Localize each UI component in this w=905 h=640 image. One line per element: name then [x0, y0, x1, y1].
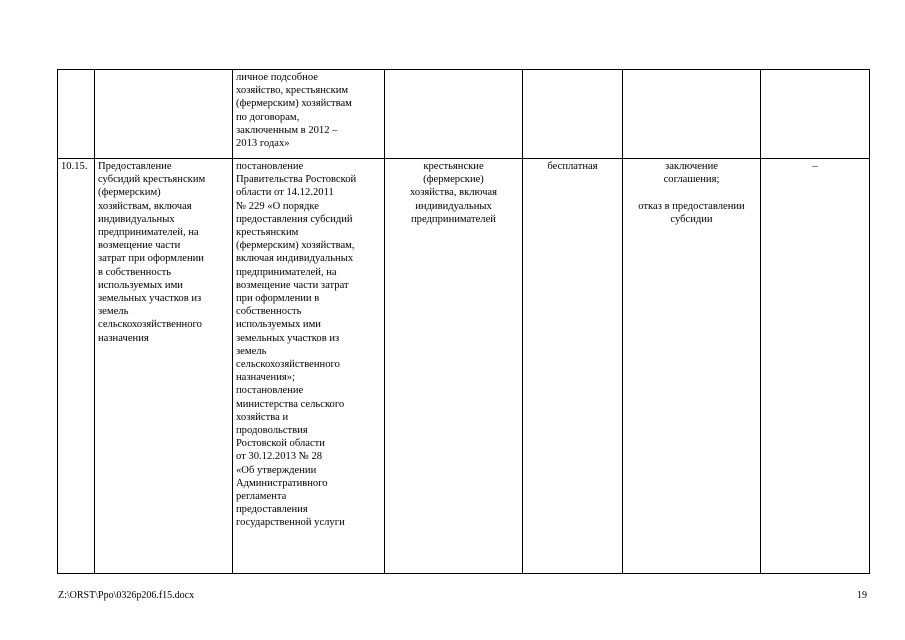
name-line: затрат при оформлении — [98, 253, 204, 265]
row1-payment-cell — [523, 70, 623, 159]
basis-line: министерства сельского — [236, 398, 345, 410]
name-line: используемых ими — [98, 279, 183, 291]
name-line: предпринимателей, на — [98, 227, 199, 239]
name-line: возмещение части — [98, 240, 181, 252]
basis-line: земельных участков из — [236, 332, 340, 344]
basis-line: возмещение части затрат — [236, 279, 349, 291]
recipients-line: предпринимателей — [411, 213, 496, 225]
basis-line: заключенным в 2012 – — [236, 124, 338, 136]
basis-line: хозяйства и — [236, 411, 289, 423]
name-line: назначения — [98, 332, 149, 344]
recipients-line: (фермерские) — [423, 174, 484, 186]
row1-name-cell — [95, 70, 233, 159]
name-line: земельных участков из — [98, 293, 202, 305]
result-line: отказ в предоставлении — [638, 200, 745, 212]
basis-line: регламента — [236, 491, 287, 503]
result-spacer — [626, 186, 757, 199]
table-row — [58, 70, 870, 159]
row1-last-cell — [761, 70, 870, 159]
basis-line: от 30.12.2013 № 28 — [236, 451, 323, 463]
basis-line: используемых ими — [236, 319, 321, 331]
basis-line: хозяйство, крестьянским — [236, 85, 349, 97]
recipients-cell — [385, 159, 523, 574]
service-number: 10.15. — [58, 159, 95, 574]
basis-line: при оформлении в — [236, 293, 320, 305]
basis-line: № 229 «О порядке — [236, 200, 320, 212]
footer-page-number: 19 — [857, 590, 867, 601]
basis-line: предпринимателей, на — [236, 266, 337, 278]
basis-line: назначения»; — [236, 372, 295, 384]
service-name-cell — [95, 159, 233, 574]
basis-line: предоставления субсидий — [236, 213, 353, 225]
payment-cell: бесплатная — [523, 159, 623, 574]
basis-line: крестьянским — [236, 227, 299, 239]
footer-file-path: Z:\ORST\Ppo\0326p206.f15.docx — [58, 590, 195, 601]
row1-result-cell — [623, 70, 761, 159]
basis-line: предоставления — [236, 504, 308, 516]
result-cell — [623, 159, 761, 574]
basis-line: земель — [236, 345, 267, 357]
basis-line: (фермерским) хозяйствам, — [236, 240, 355, 252]
legal-basis-cell — [233, 159, 385, 574]
recipients-line: индивидуальных — [415, 200, 492, 212]
basis-line: личное подсобное — [236, 72, 318, 83]
name-line: хозяйствам, включая — [98, 200, 192, 212]
name-line: субсидий крестьянским — [98, 174, 206, 186]
basis-line: области от 14.12.2011 — [236, 187, 334, 199]
basis-line: продовольствия — [236, 425, 308, 437]
basis-line: собственность — [236, 306, 302, 318]
name-line: (фермерским) — [98, 187, 161, 199]
basis-line: государственной услуги — [236, 517, 345, 529]
basis-line: сельскохозяйственного — [236, 359, 340, 371]
basis-line: Ростовской области — [236, 438, 325, 450]
basis-line: постановление — [236, 385, 304, 397]
last-column-cell: – — [761, 159, 870, 574]
name-line: индивидуальных — [98, 213, 175, 225]
basis-line: постановление — [236, 161, 304, 172]
basis-line: Правительства Ростовской — [236, 174, 357, 186]
result-line: соглашения; — [663, 174, 720, 186]
basis-line: по договорам, — [236, 111, 300, 123]
recipients-line: хозяйства, включая — [410, 187, 497, 199]
table-row — [58, 159, 870, 574]
basis-line: включая индивидуальных — [236, 253, 354, 265]
result-line: заключение — [665, 161, 718, 172]
name-line: сельскохозяйственного — [98, 319, 202, 331]
name-line: в собственность — [98, 266, 172, 278]
result-line: субсидии — [670, 213, 713, 225]
basis-line: 2013 годах» — [236, 138, 290, 150]
basis-line: «Об утверждении — [236, 464, 317, 476]
services-table — [57, 69, 870, 574]
row1-recipients-cell — [385, 70, 523, 159]
row1-number-cell — [58, 70, 95, 159]
name-line: Предоставление — [98, 161, 172, 172]
row1-basis-cell — [233, 70, 385, 159]
recipients-line: крестьянские — [423, 161, 484, 172]
basis-line: (фермерским) хозяйствам — [236, 98, 352, 110]
basis-line: Административного — [236, 477, 328, 489]
name-line: земель — [98, 306, 129, 318]
